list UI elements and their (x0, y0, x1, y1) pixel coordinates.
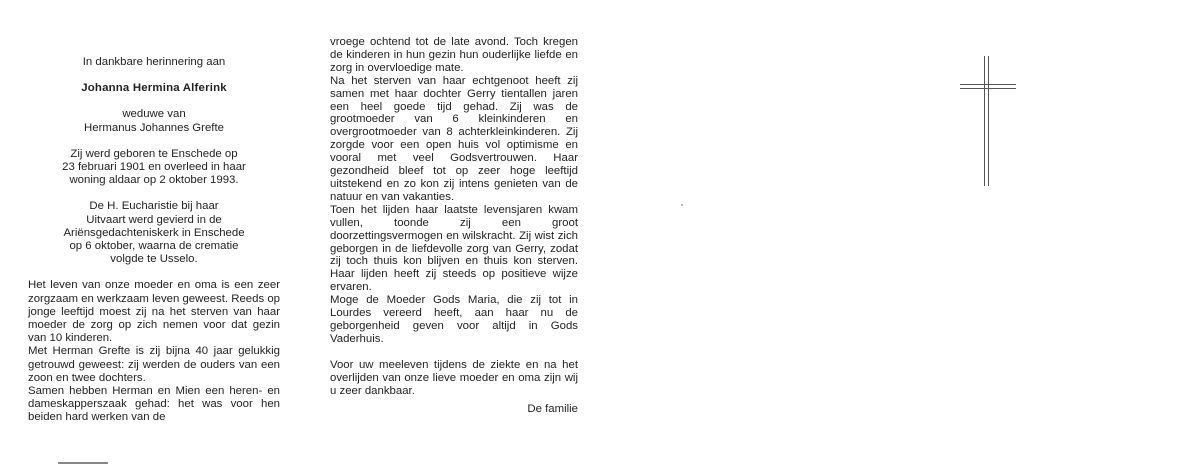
text-line: volgde te Usselo. (110, 253, 198, 266)
biography-text (28, 279, 280, 424)
birth-death-block (28, 148, 280, 188)
text-line: Uitvaart werd gevierd in de (86, 213, 222, 226)
cross-icon (960, 56, 1016, 186)
deceased-name: Johanna Hermina Alferink (81, 82, 227, 95)
cross-horizontal-line (960, 84, 1016, 85)
paragraph: vroege ochtend tot de late avond. Toch kregen de kinderen in hun gezin hun ouderlijke liefde en zorg in overvloedige mate. (330, 36, 578, 74)
spouse-name: Hermanus Johannes Grefte (84, 121, 224, 134)
intro-line: In dankbare herinnering aan (82, 56, 226, 68)
paragraph: Moge de Moeder Gods Maria, die zij tot in Lourdes vereerd heeft, aan haar nu de geborgenheid geven voor altijd in Gods Vaderhuis. (330, 294, 578, 345)
cross-vertical-line (988, 56, 989, 186)
left-panel (28, 56, 280, 425)
cross-horizontal-line (960, 88, 1016, 89)
cross-vertical-line (984, 56, 985, 186)
paragraph: Samen hebben Herman en Mien een heren- en dameskapperszaak gehad: het was voor hen beiden hard werken van de (28, 385, 280, 424)
edge-mark (58, 462, 108, 464)
text-line: 23 februari 1901 en overleed in haar (62, 161, 246, 174)
closing-paragraph: Voor uw meeleven tijdens de ziekte en na het overlijden van onze lieve moeder en oma zijn wij u zeer dankbaar. (330, 358, 578, 397)
spacer (330, 346, 578, 359)
widow-block (28, 108, 280, 134)
text-line: Zij werd geboren te Enschede op (70, 147, 238, 160)
service-block (28, 200, 280, 266)
paragraph: Toen het lijden haar laatste levensjaren kwam vullen, toonde zij een groot doorzettingsvermogen en wilskracht. Zij wist zich geborgen in de liefdevolle zorg van Gerry, zodat zij toch thuis kon blijven en thuis kon sterven. Haar lijden heeft zij steeds op positieve wijze ervaren. (330, 203, 578, 294)
middle-panel (330, 36, 578, 416)
paragraph: Het leven van onze moeder en oma is een zeer zorgzaam en werkzaam leven geweest. Reeds op jonge leeftijd moest zij na het sterven van haar moeder de zorg op zich nemen voor dat gezin van 10 kinderen. (28, 279, 280, 345)
speck (681, 204, 683, 206)
paragraph: Na het sterven van haar echtgenoot heeft zij samen met haar dochter Gerry tientallen jaren een heel goede tijd gehad. Zij was de grootmoeder van 6 kleinkinderen en overgrootmoeder van 8 achterkleinkinderen. Zij zorgde voor een open huis vol optimisme en vooral met veel Godsvertrouwen. Haar gezondheid bleef tot op zeer hoge leeftijd uitstekend en zo kon zij intens genieten van de natuur en van vakanties. (330, 74, 578, 203)
signature: De familie (527, 403, 578, 416)
text-line: woning aldaar op 2 oktober 1993. (69, 174, 239, 187)
widow-line: weduwe van (122, 108, 186, 121)
text-line: op 6 oktober, waarna de crematie (69, 240, 239, 253)
text-line: Ariënsgedachteniskerk in Enschede (63, 226, 245, 239)
text-line: De H. Eucharistie bij haar (89, 200, 219, 213)
paragraph: Met Herman Grefte is zij bijna 40 jaar gelukkig getrouwd geweest: zij werden de ouders van een zoon en twee dochters. (28, 345, 280, 384)
